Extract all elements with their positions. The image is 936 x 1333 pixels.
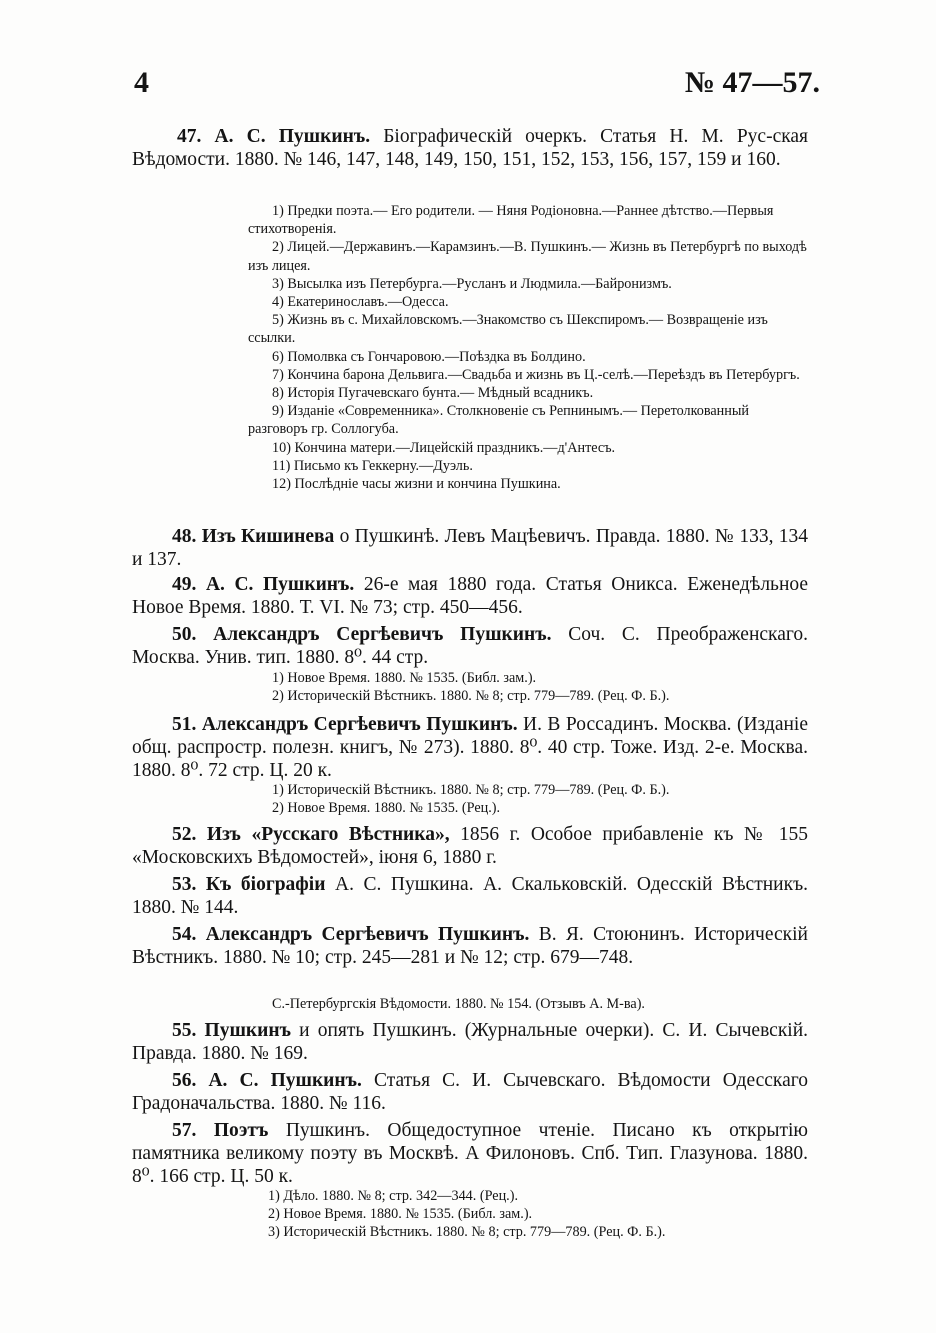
note-item: 3) Высылка изъ Петербурга.—Русланъ и Людмила.—Байронизмъ.: [272, 275, 672, 292]
entry-heading: А. С. Пушкинъ.: [208, 1070, 362, 1091]
entry-text: о Пушкинѣ. Левъ Мацѣевичъ. Правда. 1880. № 133, 134 и 137.: [132, 526, 809, 570]
entry-54-notes: [272, 995, 812, 1013]
entry-heading: А. С. Пушкинъ.: [214, 126, 371, 147]
entry-number: 51.: [172, 714, 197, 735]
entry-text: Пушкинъ. Общедоступное чтеніе. Писано къ открытію памятника великому поэту въ Москвѣ. А Филоновъ. Спб. Тип. Глазунова. 1880. 8⁰. 166 стр. Ц. 50 к.: [132, 1120, 808, 1187]
entry-number: 54.: [172, 924, 197, 945]
entry-text: 26-е мая 1880 года. Статья Оникса. Еженедѣльное Новое Время. 1880. Т. VI. № 73; стр. 450—456.: [132, 574, 809, 618]
bibliography-entry-49: [132, 573, 808, 619]
note-item: 1) Дѣло. 1880. № 8; стр. 342—344. (Рец.).: [268, 1188, 518, 1204]
note-item: 8) Исторія Пугачевскаго бунта.— Мѣдный всадникъ.: [272, 385, 594, 402]
entry-text: Біографическій очеркъ. Статья Н. М. Рус-ская Вѣдомости. 1880. № 146, 147, 148, 149, 150, 151, 152, 153, 156, 157, 159 и 160.: [132, 126, 809, 170]
page-number: 4: [134, 66, 149, 99]
entry-text: и опять Пушкинъ. (Журнальные очерки). С. И. Сычевскій. Правда. 1880. № 169.: [132, 1020, 809, 1064]
note-item: 5) Жизнь въ с. Михайловскомъ.—Знакомство съ Шекспиромъ.— Возвращеніе изъ ссылки.: [248, 312, 768, 347]
bibliography-entry-56: [132, 1069, 808, 1115]
entry-text: 1856 г. Особое прибавленіе къ № 155 «Московскихъ Вѣдомостей», іюня 6, 1880 г.: [132, 824, 808, 868]
note-item: 9) Изданіе «Современника». Столкновеніе съ Репнинымъ.— Перетолкованный разговоръ гр. Соллогуба.: [248, 403, 749, 438]
note-item: 2) Историческій Вѣстникъ. 1880. № 8; стр. 779—789. (Рец. Ф. Б.).: [272, 688, 670, 705]
bibliography-entry-50: [132, 623, 808, 669]
note-item: 1) Историческій Вѣстникъ. 1880. № 8; стр. 779—789. (Рец. Ф. Б.).: [272, 782, 670, 798]
bibliography-entry-51: [132, 713, 808, 782]
entry-57-notes: [268, 1187, 812, 1242]
entry-text: И. В Россадинъ. Москва. (Изданіе общ. распростр. полезн. книгъ, № 273). 1880. 8⁰. 40 стр. Тоже. Изд. 2-е. Москва. 1880. 8⁰. 72 стр. Ц. 20 к.: [132, 714, 808, 781]
entry-heading: Изъ «Русскаго Вѣстника»,: [206, 824, 450, 845]
bibliography-entry-52: [132, 823, 808, 869]
bibliography-entry-48: [132, 525, 808, 571]
entry-heading: Александръ Сергѣевичъ Пушкинъ.: [205, 924, 530, 945]
entry-number: 53.: [172, 874, 197, 895]
entry-heading: Пушкинъ: [204, 1020, 291, 1041]
note-item: 7) Кончина барона Дельвига.—Свадьба и жизнь въ Ц.-селѣ.—Переѣздъ въ Петербургъ.: [272, 366, 800, 383]
note-item: 3) Историческій Вѣстникъ. 1880. № 8; стр. 779—789. (Рец. Ф. Б.).: [268, 1224, 666, 1241]
entry-heading: Изъ Кишинева: [201, 526, 335, 547]
note-item: 2) Новое Время. 1880. № 1535. (Библ. зам.).: [268, 1206, 533, 1223]
entry-text: Статья С. И. Сычевскаго. Вѣдомости Одесскаго Градоначальства. 1880. № 116.: [132, 1070, 809, 1114]
note-item: 2) Лицей.—Державинъ.—Карамзинъ.—В. Пушкинъ.— Жизнь въ Петербургѣ по выходѣ изъ лицея.: [248, 239, 807, 274]
note-item: 4) Екатеринославъ.—Одесса.: [272, 294, 449, 311]
bibliography-entry-47: [132, 125, 808, 171]
entry-text: В. Я. Стоюнинъ. Историческій Вѣстникъ. 1880. № 10; стр. 245—281 и № 12; стр. 679—748.: [132, 924, 808, 968]
note-item: 1) Предки поэта.— Его родители. — Няня Родіоновна.—Раннее дѣтство.—Первыя стихотворенія.: [248, 203, 774, 238]
entry-47-notes: [248, 202, 810, 493]
entry-text: А. С. Пушкина. А. Скальковскій. Одесскій Вѣстникъ. 1880. № 144.: [132, 874, 809, 918]
bibliography-entry-54: [132, 923, 808, 969]
entry-number: 57.: [172, 1120, 197, 1141]
entry-number: 49.: [172, 574, 197, 595]
entry-heading: Поэтъ: [213, 1120, 269, 1141]
note-item: 2) Новое Время. 1880. № 1535. (Рец.).: [272, 800, 501, 817]
entry-50-notes: [272, 669, 812, 705]
entry-number: 56.: [172, 1070, 197, 1091]
entry-number: 48.: [172, 526, 197, 547]
note-item: 10) Кончина матери.—Лицейскій праздникъ.—д'Антесъ.: [272, 439, 616, 456]
note-item: 1) Новое Время. 1880. № 1535. (Библ. зам.).: [272, 670, 537, 686]
note-item: С.-Петербургскія Вѣдомости. 1880. № 154. (Отзывъ А. М-ва).: [272, 996, 645, 1012]
entry-heading: Александръ Сергѣевичъ Пушкинъ.: [213, 624, 552, 645]
entry-number: 50.: [172, 624, 197, 645]
entry-number: 52.: [172, 824, 197, 845]
bibliography-entry-55: [132, 1019, 808, 1065]
entry-heading: Александръ Сергѣевичъ Пушкинъ.: [201, 714, 518, 735]
bibliography-entry-53: [132, 873, 808, 919]
note-item: 12) Послѣдніе часы жизни и кончина Пушкина.: [272, 476, 561, 493]
entry-number: 55.: [172, 1020, 197, 1041]
entry-51-notes: [272, 781, 812, 817]
entry-number: 47.: [177, 126, 202, 147]
note-item: 11) Письмо къ Геккерну.—Дуэль.: [272, 457, 473, 474]
entry-range-header: № 47—57.: [684, 66, 820, 99]
note-item: 6) Помолвка съ Гончаровою.—Поѣздка въ Болдино.: [272, 348, 586, 365]
entry-heading: А. С. Пушкинъ.: [205, 574, 355, 595]
bibliography-entry-57: [132, 1119, 808, 1188]
entry-heading: Къ біографіи: [205, 874, 326, 895]
entry-text: Соч. С. Преображенскаго. Москва. Унив. тип. 1880. 8⁰. 44 стр.: [132, 624, 809, 668]
